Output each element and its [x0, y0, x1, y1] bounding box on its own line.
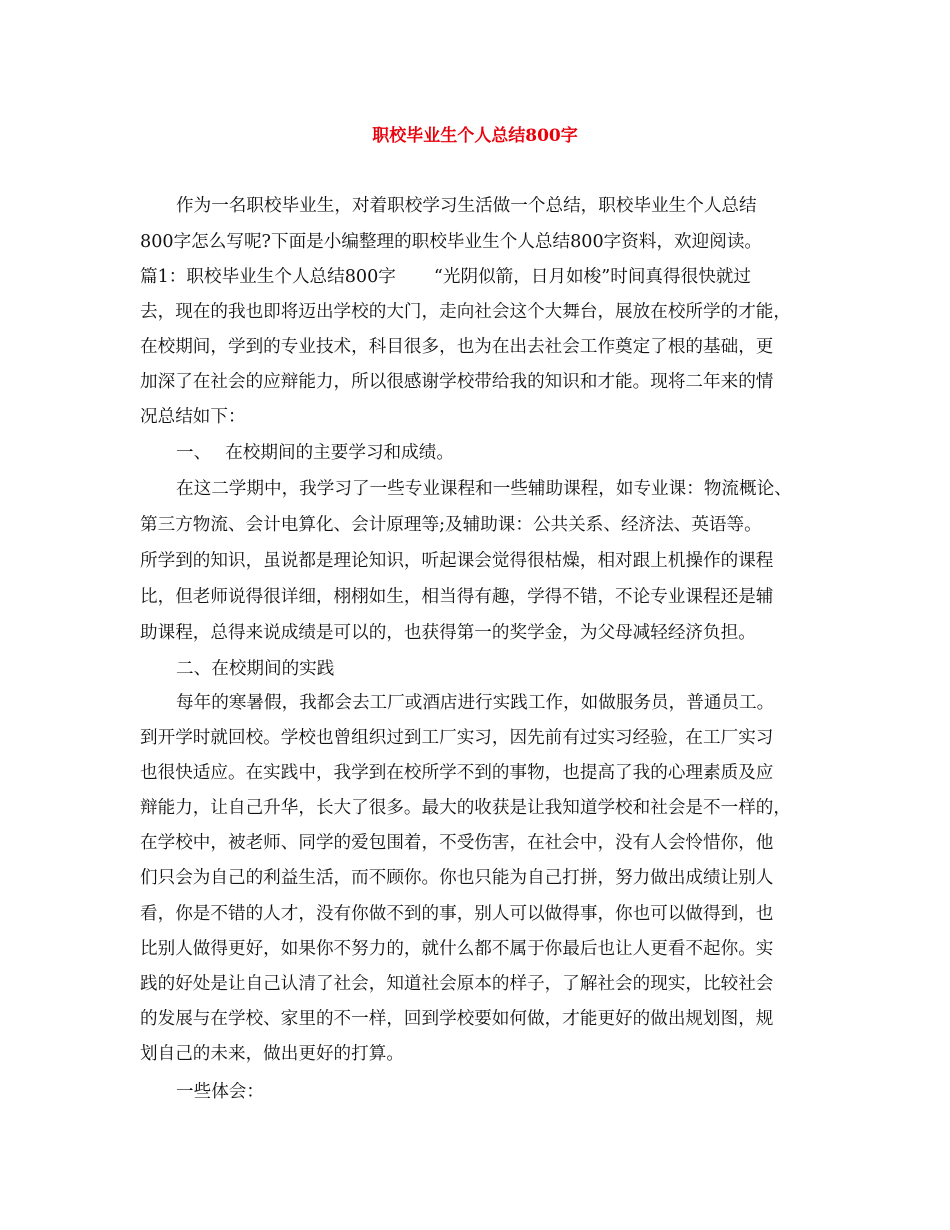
section-number: 一、 — [176, 443, 212, 463]
section-heading-part1: 篇1：职校毕业生个人总结800字 — [140, 267, 396, 287]
paragraph-line: 划自己的未来，做出更好的打算。 — [140, 1044, 404, 1064]
paragraph-line — [140, 264, 751, 290]
paragraph-line: 也很快适应。在实践中，我学到在校所学不到的事物，也提高了我的心理素质及应 — [140, 763, 774, 783]
paragraph-line: 800字怎么写呢?下面是小编整理的职校毕业生个人总结800字资料，欢迎阅读。 — [140, 232, 763, 252]
paragraph-line: 比，但老师说得很详细，栩栩如生，相当得有趣，学得不错，不论专业课程还是辅 — [140, 587, 774, 607]
paragraph-line: 每年的寒暑假，我都会去工厂或酒店进行实践工作，如做服务员，普通员工。 — [176, 693, 775, 713]
paragraph-line: 加深了在社会的应辩能力，所以很感谢学校带给我的知识和才能。现将二年来的情 — [140, 372, 774, 392]
paragraph-line: 看，你是不错的人才，没有你做不到的事，别人可以做得事，你也可以做得到，也 — [140, 904, 774, 924]
paragraph-line: 去，现在的我也即将迈出学校的大门，走向社会这个大舞台，展放在校所学的才能， — [140, 302, 791, 322]
paragraph-line: 们只会为自己的利益生活，而不顾你。你也只能为自己打拼，努力做出成绩让别人 — [140, 868, 774, 888]
section-heading — [176, 440, 454, 466]
paragraph-line: 作为一名职校毕业生，对着职校学习生活做一个总结，职校毕业生个人总结 — [176, 196, 757, 216]
paragraph-line: 第三方物流、会计电算化、会计原理等;及辅助课：公共关系、经济法、英语等。 — [140, 515, 762, 535]
section-heading: 二、在校期间的实践 — [176, 659, 335, 679]
section-title: 在校期间的主要学习和成绩。 — [225, 443, 454, 463]
paragraph-line: 所学到的知识，虽说都是理论知识，听起课会觉得很枯燥，相对跟上机操作的课程 — [140, 551, 774, 571]
section-heading: 一些体会： — [176, 1082, 264, 1102]
paragraph-line: 在校期间，学到的专业技术，科目很多，也为在出去社会工作奠定了根的基础，更 — [140, 337, 774, 357]
paragraph-line: 辩能力，让自己升华，长大了很多。最大的收获是让我知道学校和社会是不一样的， — [140, 798, 791, 818]
quote-text: “光阴似箭，日月如梭”时间真得很快就过 — [433, 267, 751, 287]
paragraph-line: 助课程，总得来说成绩是可以的，也获得第一的奖学金，为父母减轻经济负担。 — [140, 623, 756, 643]
paragraph-line: 到开学时就回校。学校也曾组织过到工厂实习，因先前有过实习经验，在工厂实习 — [140, 728, 774, 748]
paragraph-line: 况总结如下： — [140, 407, 246, 427]
paragraph-line: 在这二学期中，我学习了一些专业课程和一些辅助课程，如专业课：物流概论、 — [176, 479, 792, 499]
paragraph-line: 践的好处是让自己认清了社会，知道社会原本的样子，了解社会的现实，比较社会 — [140, 974, 774, 994]
paragraph-line: 的发展与在学校、家里的不一样，回到学校要如何做，才能更好的做出规划图，规 — [140, 1009, 774, 1029]
paragraph-line: 比别人做得更好，如果你不努力的，就什么都不属于你最后也让人更看不起你。实 — [140, 939, 774, 959]
document-title: 职校毕业生个人总结800字 — [372, 126, 578, 146]
paragraph-line: 在学校中，被老师、同学的爱包围着，不受伤害，在社会中，没有人会怜惜你，他 — [140, 833, 774, 853]
